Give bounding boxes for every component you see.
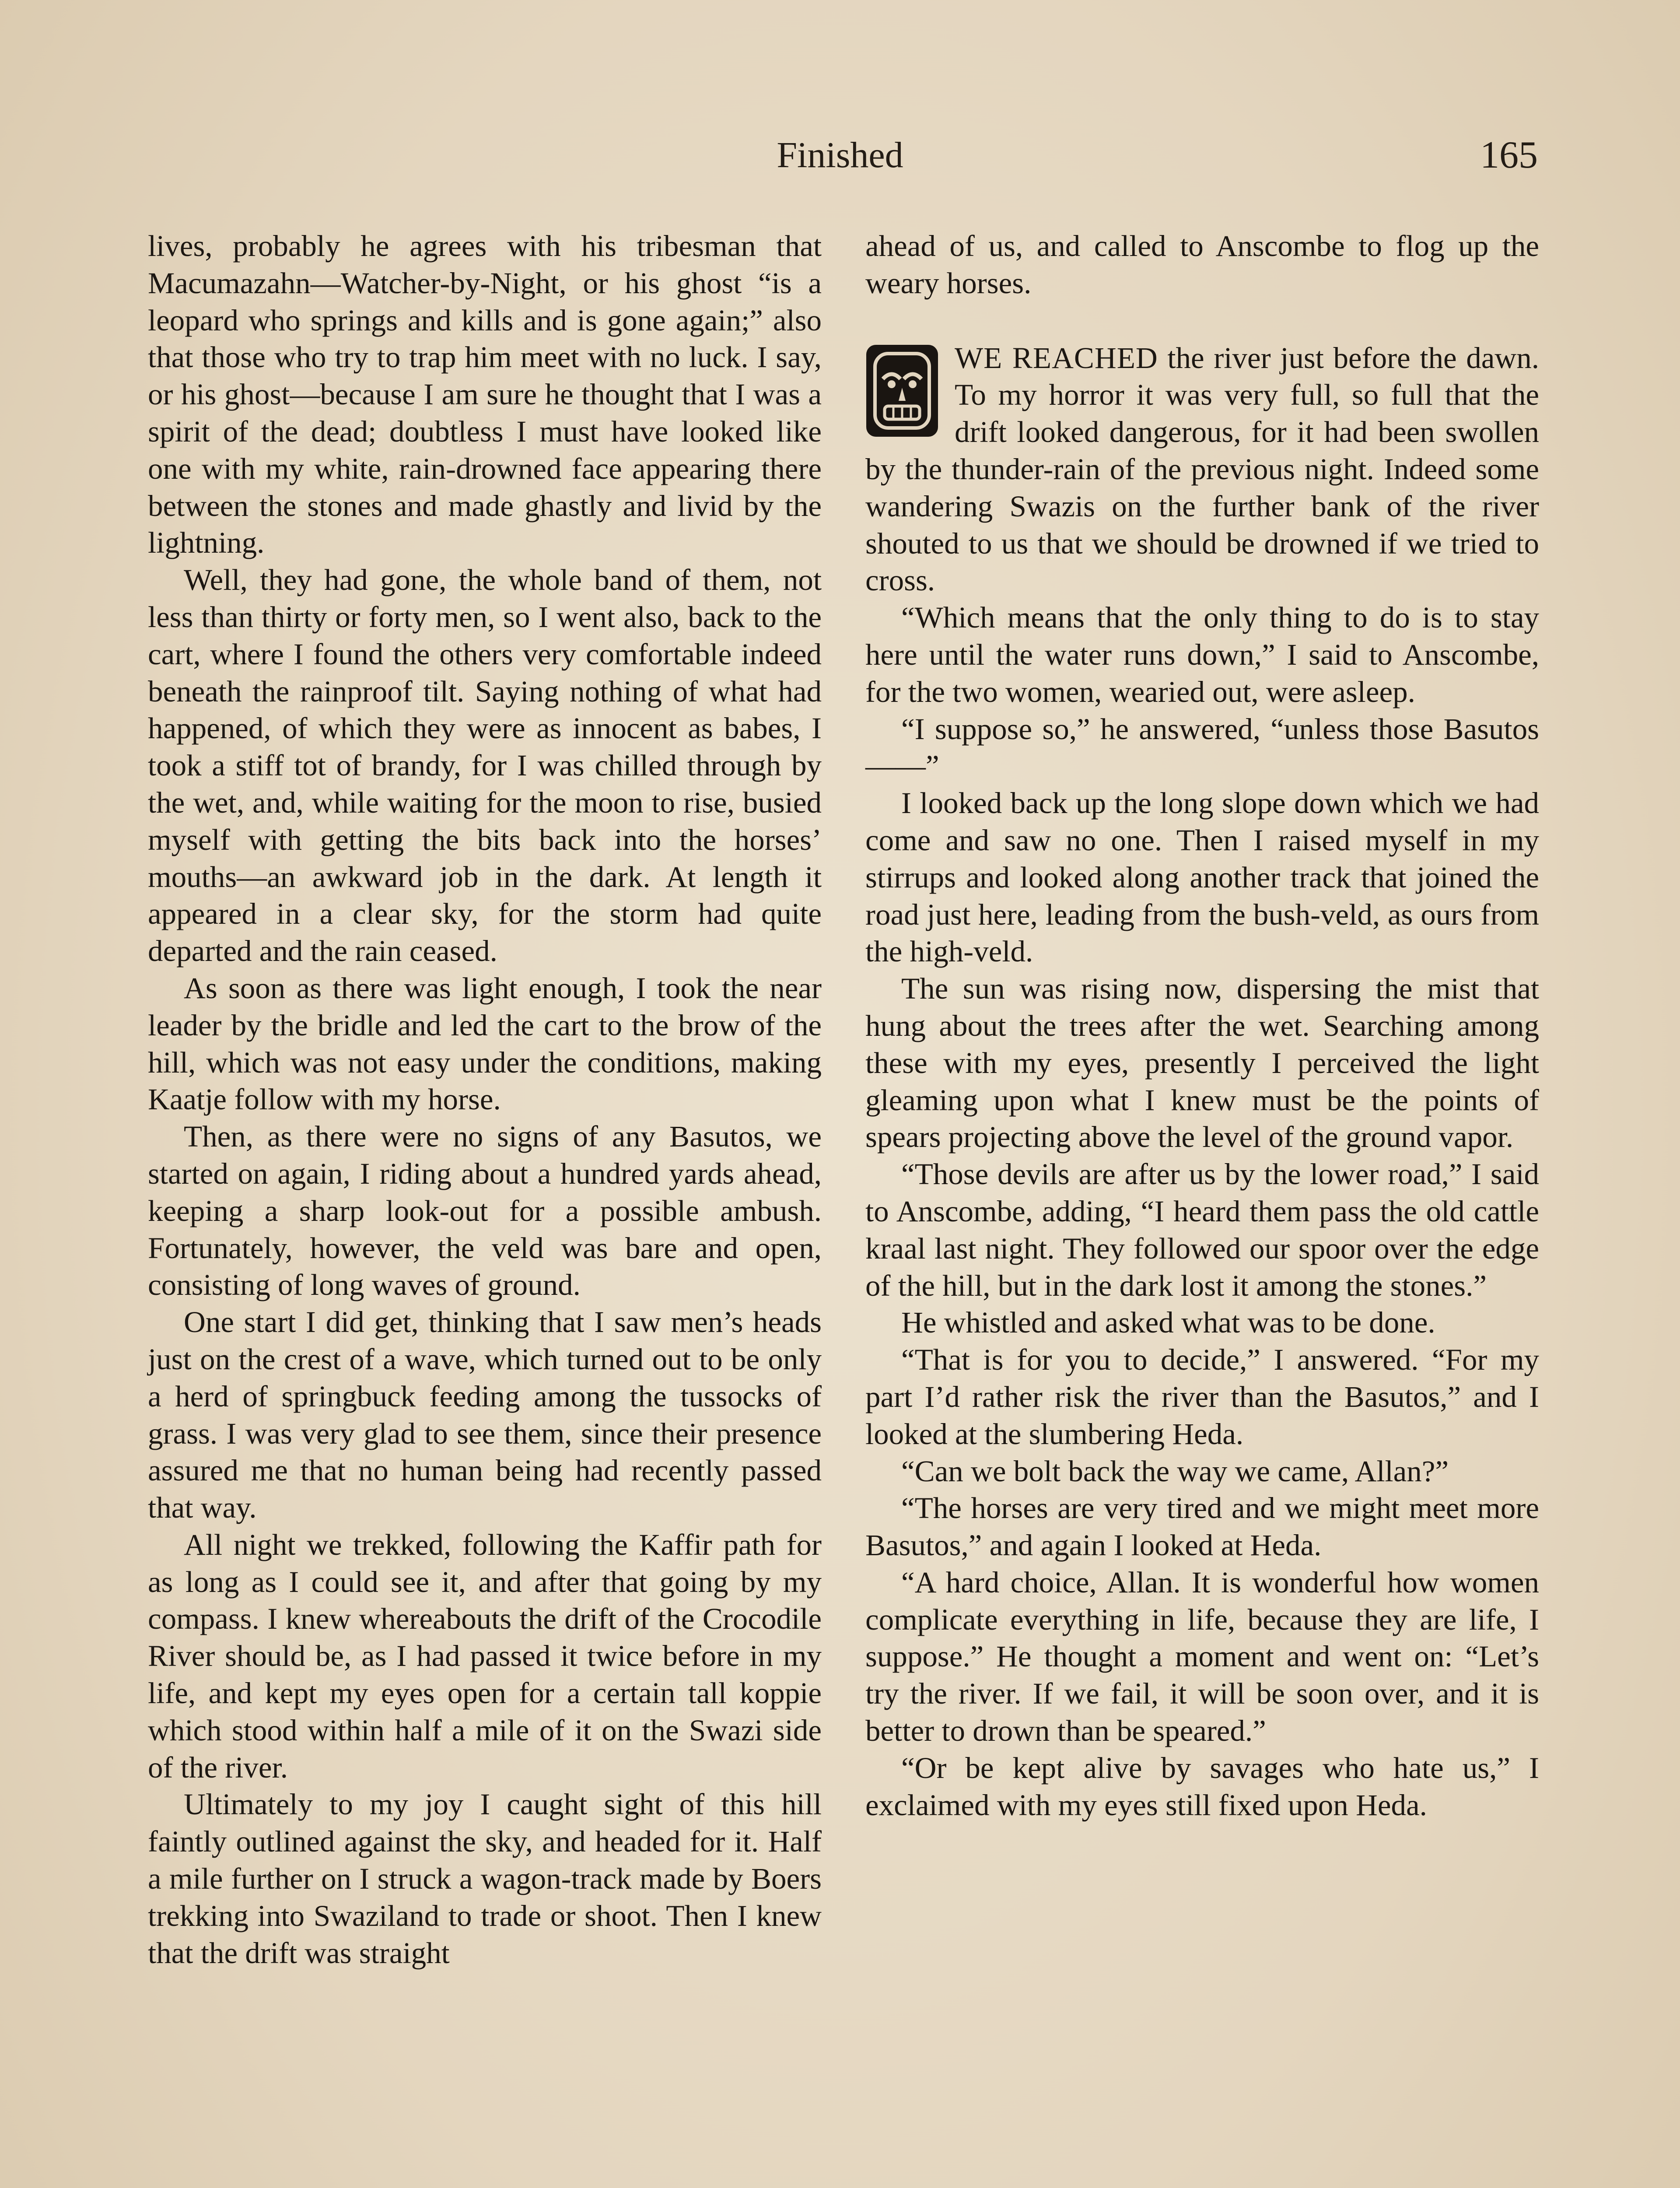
paragraph: “A hard choice, Allan. It is wonderful how women complicate everything in life, because they are life, I suppose.” He thought a moment and went on: “Let’s try the river. If we fail, it will be soon over, and it is better to drown than be speared.” bbox=[865, 1565, 1539, 1748]
right-text-column bbox=[865, 228, 1539, 1823]
dropcap-text: the river just before the dawn. To my horror it was very full, so full that the drift looked dangerous, for it had been swollen by the thunder-rain of the previous night. Indeed some wandering Swazis on the further bank of the river shouted to us that we should be drowned if we tried to cross. bbox=[865, 341, 1540, 597]
paragraph: “Which means that the only thing to do is to stay here until the water runs down,” I said to Anscombe, for the two women, wearied out, were asleep. bbox=[865, 601, 1539, 708]
dropcap-paragraph bbox=[865, 340, 1539, 600]
paragraph: As soon as there was light enough, I took the near leader by the bridle and led the cart to the brow of the hill, which was not easy under the conditions, making Kaatje follow with my horse. bbox=[148, 971, 822, 1116]
paragraph: lives, probably he agrees with his tribesman that Macumazahn—Watcher-by-Night, or his ghost “is a leopard who springs and kills and is gone again;” also that those who try to trap him meet with no luck. I say, or his ghost—because I am sure he thought that I was a spirit of the dead; doubtless I must have looked like one with my white, rain-drowned face appearing there between the stones and made ghastly and livid by the lightning. bbox=[148, 229, 822, 560]
paragraph: ahead of us, and called to Anscombe to flog up the weary horses. bbox=[865, 229, 1539, 300]
running-header-title: Finished bbox=[777, 135, 903, 175]
paragraph: “The horses are very tired and we might meet more Basutos,” and again I looked at Heda. bbox=[865, 1491, 1539, 1562]
paragraph: “Can we bolt back the way we came, Allan?” bbox=[901, 1454, 1449, 1488]
paragraph: All night we trekked, following the Kaffir path for as long as I could see it, and after that going by my compass. I knew whereabouts the drift of the Crocodile River should be, as I had passed it twice before in my life, and kept my eyes open for a certain tall koppie which stood within half a mile of it on the Swazi side of the river. bbox=[148, 1528, 822, 1784]
paragraph: “I suppose so,” he answered, “unless those Basutos——” bbox=[865, 712, 1539, 783]
paragraph: Well, they had gone, the whole band of them, not less than thirty or forty men, so I went also, back to the cart, where I found the others very comfortable indeed beneath the rainproof tilt. Saying nothing of what had happened, of which they were as innocent as babes, I took a stiff tot of brandy, for I was chilled through by the wet, and, while waiting for the moon to rise, busied myself with getting the bits back into the horses’ mouths—an awkward job in the dark. At length it appeared in a clear sky, for the storm had quite departed and the rain ceased. bbox=[148, 563, 822, 968]
paragraph: The sun was rising now, dispersing the mist that hung about the trees after the wet. Searching among these with my eyes, presently I perceived the light gleaming upon what I knew must be the points of spears projecting above the level of the ground vapor. bbox=[865, 972, 1539, 1154]
carved-face-ornament-icon bbox=[865, 344, 939, 438]
paragraph: I looked back up the long slope down which we had come and saw no one. Then I raised myself in my stirrups and looked along another track that joined the road just here, leading from the bush-veld, as ours from the high-veld. bbox=[865, 786, 1539, 968]
paragraph: “Those devils are after us by the lower road,” I said to Anscombe, adding, “I heard them pass the old cattle kraal last night. They followed our spoor over the edge of the hill, but in the dark lost it among the stones.” bbox=[865, 1157, 1539, 1302]
paragraph: One start I did get, thinking that I saw men’s heads just on the crest of a wave, which turned out to be only a herd of springbuck feeding among the tussocks of grass. I was very glad to see them, since their presence assured me that no human being had recently passed that way. bbox=[148, 1305, 822, 1525]
page-number: 165 bbox=[1480, 134, 1538, 176]
paragraph: He whistled and asked what was to be done. bbox=[901, 1306, 1435, 1339]
dropcap-lead-words: WE REACHED bbox=[955, 341, 1158, 375]
paragraph: “That is for you to decide,” I answered. “For my part I’d rather risk the river than the Basutos,” and I looked at the slumbering Heda. bbox=[865, 1343, 1539, 1451]
paragraph: Then, as there were no signs of any Basutos, we started on again, I riding about a hundred yards ahead, keeping a sharp look-out for a possible ambush. Fortunately, however, the veld was bare and open, consisting of long waves of ground. bbox=[148, 1120, 822, 1302]
left-text-column bbox=[148, 228, 822, 1971]
paragraph: “Or be kept alive by savages who hate us,” I exclaimed with my eyes still fixed upon Heda. bbox=[865, 1751, 1539, 1822]
paragraph: Ultimately to my joy I caught sight of this hill faintly outlined against the sky, and headed for it. Half a mile further on I struck a wagon-track made by Boers trekking into Swaziland to trade or shoot. Then I knew that the drift was straight bbox=[148, 1788, 822, 1970]
